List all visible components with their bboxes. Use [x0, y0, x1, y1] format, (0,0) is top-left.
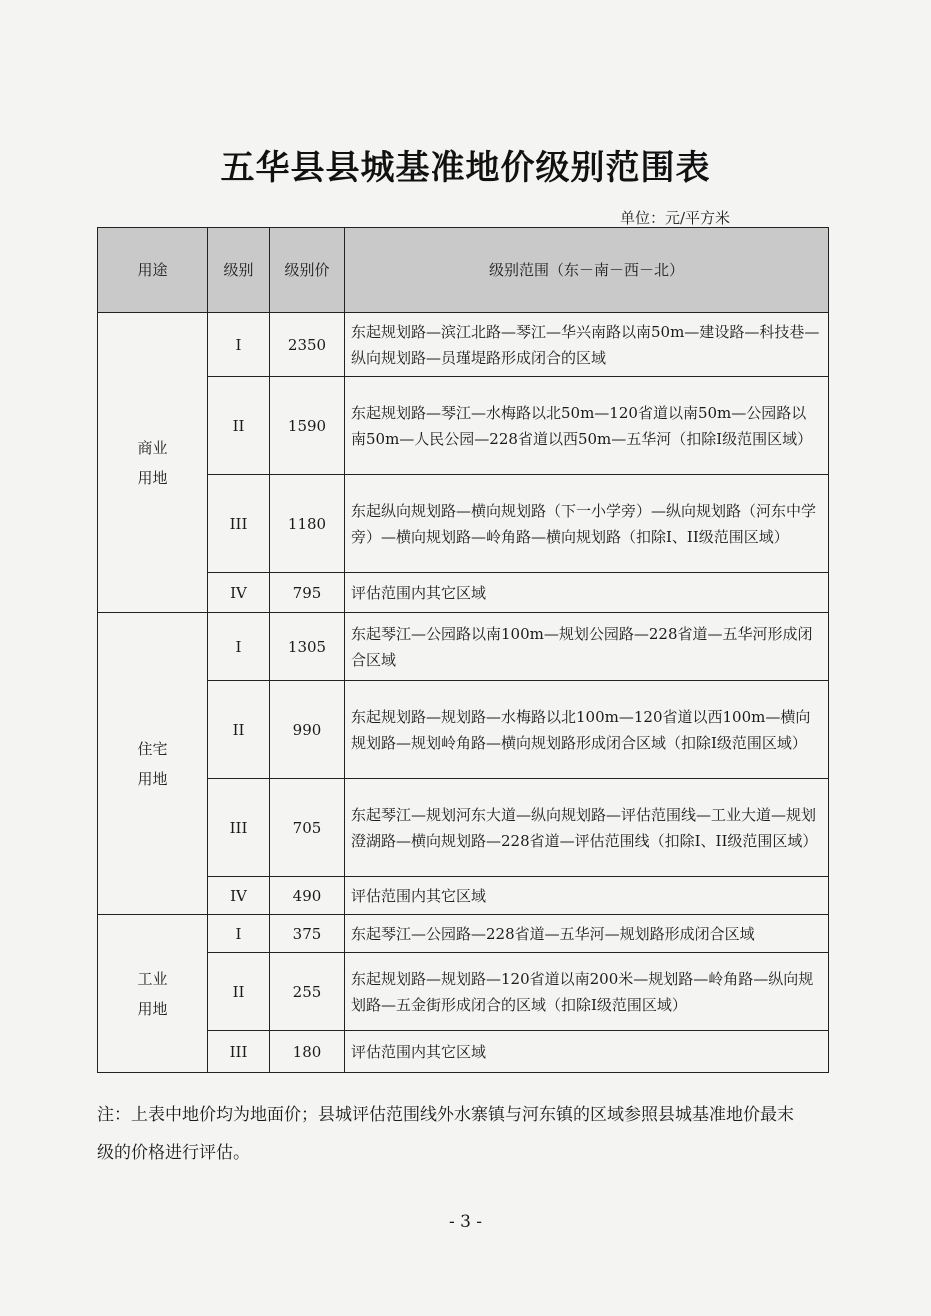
range-cell: 评估范围内其它区域 — [345, 1031, 829, 1073]
use-commercial — [98, 313, 208, 613]
price-cell: 990 — [270, 681, 345, 779]
table-row — [98, 377, 829, 475]
page-number: - 3 - — [448, 1212, 483, 1232]
use-label-line: 用地 — [137, 769, 168, 788]
range-cell: 东起琴江—公园路以南100m—规划公园路—228省道—五华河形成闭合区域 — [345, 613, 829, 681]
price-cell: 705 — [270, 779, 345, 877]
table-row — [98, 573, 829, 613]
price-cell: 2350 — [270, 313, 345, 377]
table-row — [98, 681, 829, 779]
level-cell: IV — [208, 573, 270, 613]
use-label-line: 工业 — [137, 969, 168, 988]
use-industrial — [98, 915, 208, 1073]
price-cell: 1590 — [270, 377, 345, 475]
price-cell: 1180 — [270, 475, 345, 573]
range-cell: 东起规划路—规划路—120省道以南200米—规划路—岭角路—纵向规划路—五金街形成闭合的区域（扣除I级范围区域） — [345, 953, 829, 1031]
range-cell: 东起琴江—公园路—228省道—五华河—规划路形成闭合区域 — [345, 915, 829, 953]
table-row — [98, 475, 829, 573]
price-cell: 795 — [270, 573, 345, 613]
table-row — [98, 877, 829, 915]
footnote: 注：上表中地价均为地面价；县城评估范围线外水寨镇与河东镇的区域参照县城基准地价最末级的价格进行评估。 — [97, 1105, 794, 1163]
level-cell: II — [208, 953, 270, 1031]
table-row — [98, 779, 829, 877]
land-price-table — [97, 227, 829, 1073]
range-cell: 东起规划路—规划路—水梅路以北100m—120省道以西100m—横向规划路—规划岭角路—横向规划路形成闭合区域（扣除I级范围区域） — [345, 681, 829, 779]
price-cell: 490 — [270, 877, 345, 915]
header-level: 级别 — [208, 228, 270, 313]
level-cell: I — [208, 313, 270, 377]
price-cell: 1305 — [270, 613, 345, 681]
price-cell: 375 — [270, 915, 345, 953]
level-cell: III — [208, 1031, 270, 1073]
table-row — [98, 1031, 829, 1073]
use-label-line: 用地 — [137, 999, 168, 1018]
range-cell: 东起纵向规划路—横向规划路（下一小学旁）—纵向规划路（河东中学旁）—横向规划路—岭角路—横向规划路（扣除I、II级范围区域） — [345, 475, 829, 573]
level-cell: I — [208, 613, 270, 681]
level-cell: II — [208, 681, 270, 779]
table-row — [98, 613, 829, 681]
use-label-line: 用地 — [137, 468, 168, 487]
header-range: 级别范围（东－南－西－北） — [345, 228, 829, 313]
level-cell: II — [208, 377, 270, 475]
header-use: 用途 — [98, 228, 208, 313]
use-label-line: 商业 — [137, 438, 168, 457]
use-label-line: 住宅 — [137, 739, 168, 758]
table-row — [98, 915, 829, 953]
range-cell: 东起规划路—滨江北路—琴江—华兴南路以南50m—建设路—科技巷—纵向规划路—员瑾堤路形成闭合的区域 — [345, 313, 829, 377]
range-cell: 评估范围内其它区域 — [345, 877, 829, 915]
table-header-row — [98, 228, 829, 313]
use-residential — [98, 613, 208, 915]
level-cell: III — [208, 475, 270, 573]
level-cell: III — [208, 779, 270, 877]
range-cell: 东起琴江—规划河东大道—纵向规划路—评估范围线—工业大道—规划澄湖路—横向规划路—228省道—评估范围线（扣除I、II级范围区域） — [345, 779, 829, 877]
level-cell: I — [208, 915, 270, 953]
table-row — [98, 313, 829, 377]
page-title: 五华县县城基准地价级别范围表 — [220, 148, 711, 188]
price-cell: 255 — [270, 953, 345, 1031]
price-cell: 180 — [270, 1031, 345, 1073]
level-cell: IV — [208, 877, 270, 915]
range-cell: 东起规划路—琴江—水梅路以北50m—120省道以南50m—公园路以南50m—人民公园—228省道以西50m—五华河（扣除I级范围区域） — [345, 377, 829, 475]
range-cell: 评估范围内其它区域 — [345, 573, 829, 613]
header-price: 级别价 — [270, 228, 345, 313]
unit-label: 单位：元/平方米 — [620, 209, 731, 227]
table-row — [98, 953, 829, 1031]
